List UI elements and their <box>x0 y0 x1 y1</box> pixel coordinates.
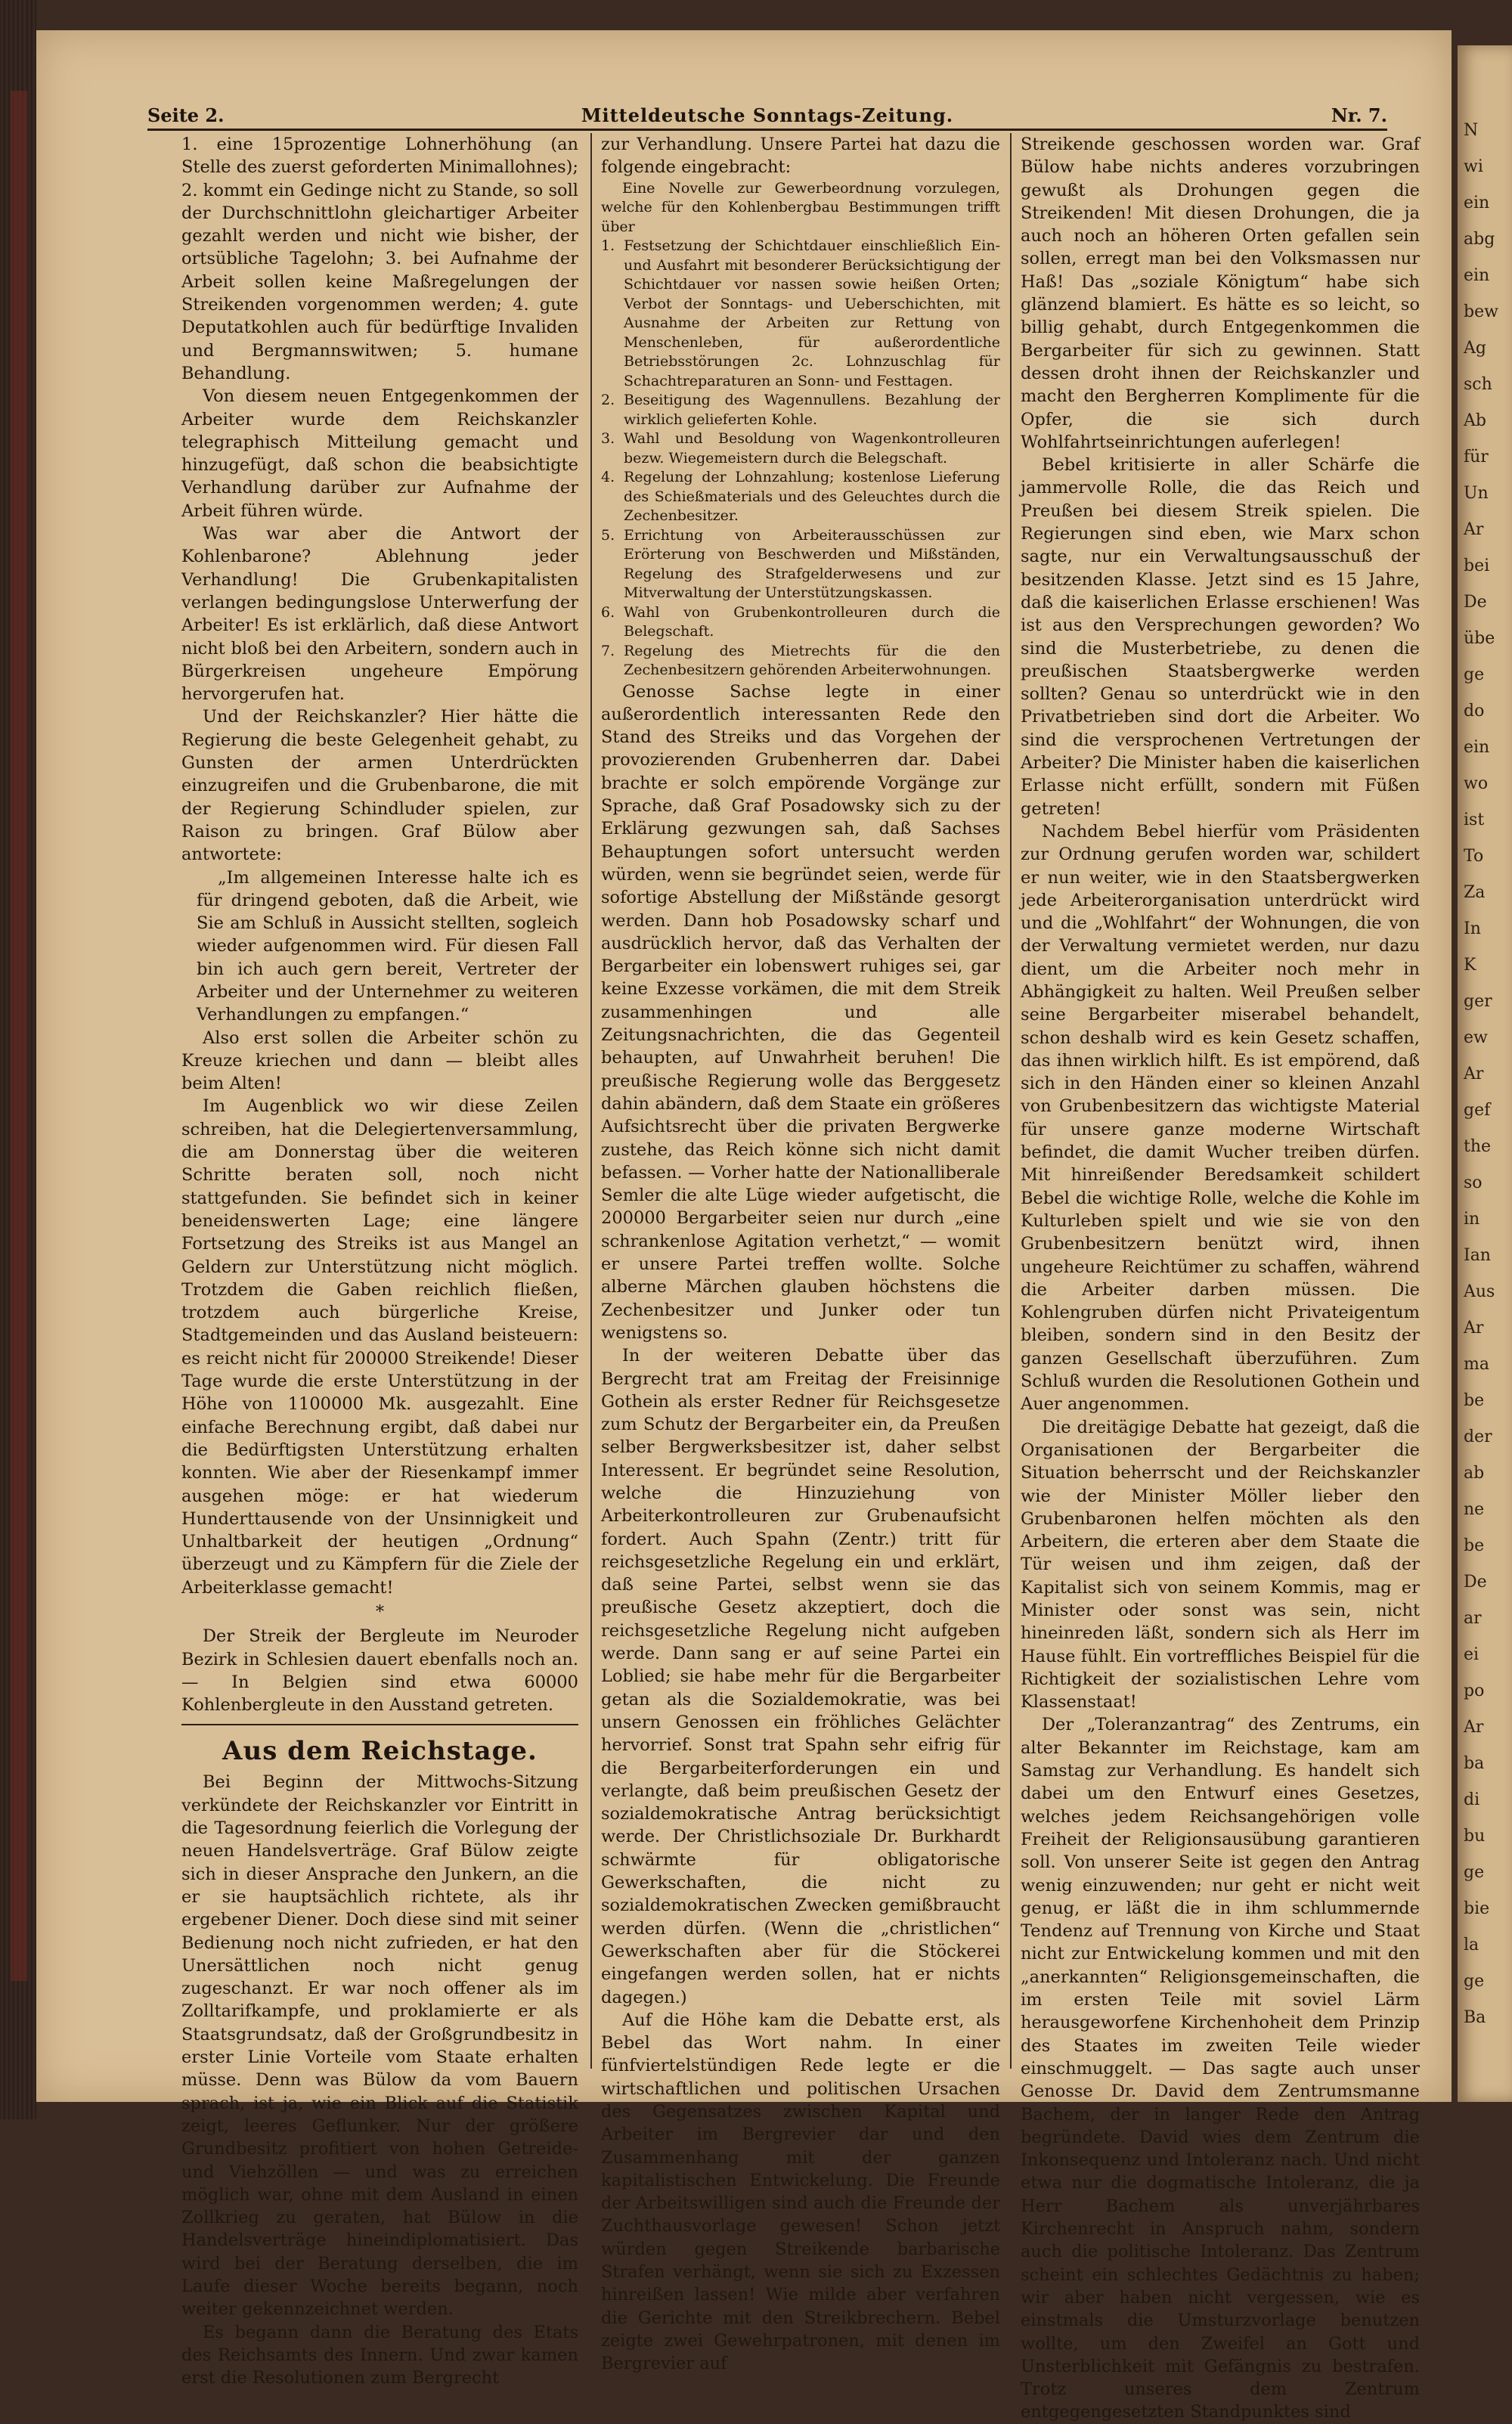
binding-cloth <box>11 91 27 1981</box>
next-page-fragment: ba <box>1464 1754 1485 1773</box>
next-page-fragment: la <box>1464 1936 1479 1954</box>
paragraph: Der Streik der Bergleute im Neuroder Bezirk in Schlesien dauert ebenfalls noch an. — In Belgien sind etwa 60000 Kohlenbergleute in den Ausstand getreten. <box>181 1626 578 1716</box>
column-divider <box>590 133 592 2069</box>
next-page-fragment: für <box>1464 448 1489 467</box>
next-page-fragment: ge <box>1464 665 1485 684</box>
section-heading: Aus dem Reichstage. <box>222 1736 538 1767</box>
issue-number: Nr. 7. <box>1331 104 1387 126</box>
next-page-fragment: ge <box>1464 1972 1485 1991</box>
next-page-fragment: der <box>1464 1427 1492 1446</box>
list-text: Errichtung von Arbeiterausschüssen zur Erörterung von Beschwerden und Mißständen, Regelung des Strafgelderwesens und zur Mitverwaltung der Unterstützungskassen. <box>624 526 1000 602</box>
paragraph: Die dreitägige Debatte hat gezeigt, daß die Organisationen der Bergarbeiter die Situation beherrscht und der Reichskanzler wie der Minister Möller lieber den Grubenbaronen helfen möchten als den Arbeitern, die erteren aber dem Staate die Tür weisen und ihm zeigen, daß der Kapitalist sich von seinem Kommis, mag er Minister oder sonst was sein, nicht hineinreden läßt, sondern sich als Herr im Hause fühlt. Ein vortreffliches Beispiel für die Richtigkeit der sozialistischen Lehre vom Klassenstaat! <box>1021 1417 1420 1713</box>
newspaper-title: Mitteldeutsche Sonntags-Zeitung. <box>581 104 954 126</box>
paragraph: Es begann dann die Beratung des Etats des Reichsamts des Innern. Und zwar kamen erst die Resolutionen zum Bergrecht <box>181 2322 578 2388</box>
next-page-fragment: the <box>1464 1137 1492 1156</box>
list-text: Wahl von Grubenkontrolleuren durch die Belegschaft. <box>624 603 1000 640</box>
next-page-fragment: ist <box>1464 811 1485 829</box>
section-star: * <box>375 1602 385 1622</box>
paragraph: Was war aber die Antwort der Kohlenbarone? Ablehnung jeder Verhandlung! Die Grubenkapitalisten verlangen bedingungslose Unterwerfung der Arbeiter! Es ist erklärlich, daß diese Antwort nicht bloß bei den Arbeitern, sondern auch in Bürgerkreisen ungeheure Empörung hervorgerufen hat. <box>181 524 578 705</box>
list-item <box>601 468 1000 526</box>
section-rule <box>181 1724 578 1725</box>
resolution-text <box>601 179 1000 680</box>
next-page-fragment: Ar <box>1464 1065 1484 1083</box>
next-page-fragment: do <box>1464 702 1485 721</box>
list-text: Regelung des Mietrechts für die den Zechenbesitzern gehörenden Arbeiterwohnungen. <box>624 642 1000 679</box>
list-item <box>601 642 1000 680</box>
quotation: „Im allgemeinen Interesse halte ich es für dringend geboten, daß die Arbeit, wie Sie am Schluß in Aussicht stellten, sogleich wieder aufgenommen wird. Für diesen Fall bin ich auch gern bereit, Vertreter der Arbeiter und der Unternehmer zu weiteren Verhandlungen zu empfangen.“ <box>197 867 578 1025</box>
next-page-fragment: wi <box>1464 157 1483 176</box>
paragraph: zur Verhandlung. Unsere Partei hat dazu die folgende eingebracht: <box>601 135 1000 178</box>
column-divider <box>1010 133 1012 2069</box>
next-page-fragment: gef <box>1464 1101 1491 1120</box>
list-number: 5. <box>601 526 615 544</box>
next-page-fragment: sch <box>1464 375 1492 394</box>
list-number: 4. <box>601 469 615 486</box>
paragraph: Streikende geschossen worden war. Graf Bülow habe nichts anderes vorzubringen gewußt als Drohungen gegen die Streikenden! Mit diesen Drohungen, die ja auch noch an höheren Orten gefallen sein sollen, erregt man bei den Volksmassen nur Haß! Das „soziale Königtum“ habe sich glänzend blamiert. Es hätte es so leicht, so billig gehabt, durch Entgegenkommen die Bergarbeiter für sich zu gewinnen. Statt dessen droht ihnen der Reichskanzler und macht den Bergherren Komplimente für die Opfer, die sie sich durch Wohlfahrtseinrichtungen auferlegen! <box>1021 135 1420 452</box>
next-page-fragment: di <box>1464 1790 1480 1809</box>
next-page-fragment: übe <box>1464 629 1495 648</box>
next-page-fragment: Ar <box>1464 1319 1484 1338</box>
paragraph: Bebel kritisierte in aller Schärfe die jammervolle Rolle, die das Reich und Preußen bei diesem Streik spielen. Die Regierungen sind eben, wie Marx schon sagte, nur ein Verwaltungsausschuß der besitzenden Klasse. Jetzt sind es 15 Jahre, daß die kaiserlichen Erlasse erschienen! Was ist aus den Versprechungen geworden? Wo sind die Musterbetriebe, zu denen die preußischen Staatsbergwerke werden sollten? Genau so unterdrückt wie in den Privatbetrieben sind dort die Arbeiter. Wo sind die versprochenen Vertretungen der Arbeiter? Die Minister haben die kaiserlichen Erlasse nicht erfüllt, sondern mit Füßen getreten! <box>1021 455 1420 819</box>
next-page-fragment: De <box>1464 593 1487 612</box>
list-item <box>601 603 1000 642</box>
list-text: Wahl und Besoldung von Wagenkontrolleuren bezw. Wiegemeistern durch die Belegschaft. <box>624 430 1000 467</box>
next-page-fragment: Ab <box>1464 411 1486 430</box>
list-number: 1. <box>601 237 615 255</box>
paragraph: Also erst sollen die Arbeiter schön zu Kreuze kriechen und dann — bleibt alles beim Alten! <box>181 1028 578 1094</box>
list-number: 3. <box>601 430 615 448</box>
list-item <box>601 526 1000 603</box>
list-text: Festsetzung der Schichtdauer einschließlich Ein- und Ausfahrt mit besonderer Berücksichtigung der Schichtdauer vor nassen sowie heißen Orten; Verbot der Sonntags- und Ueberschichten, mit Ausnahme der Arbeiten zur Rettung von Menschenleben, für außerordentliche Betriebsstörungen 2c. Lohnzuschlag für Schachtreparaturen an Sonn- und Festtagen. <box>624 237 1000 389</box>
list-text: Beseitigung des Wagennullens. Bezahlung der wirklich gelieferten Kohle. <box>624 392 1000 428</box>
next-page-fragment: be <box>1464 1391 1485 1410</box>
list-item <box>601 429 1000 468</box>
paragraph: Genosse Sachse legte in einer außerordentlich interessanten Rede den Stand des Streiks und das Vorgehen der provozierenden Grubenherren dar. Dabei brachte er solch empörende Vorgänge zur Sprache, daß Graf Posadowsky sich zu der Erklärung gezwungen sah, daß Sachses Behauptungen sofort untersucht werden würden, wenn sie begründet seien, werde für sofortige Abstellung der Mißstände gesorgt werden. Dann hob Posadowsky scharf und ausdrücklich hervor, daß das Verhalten der Bergarbeiter ein lobenswert ruhiges sei, gar keine Exzesse vorkämen, die mit dem Streik zusammenhingen und alle Zeitungsnachrichten, die das Gegenteil behaupten, auf Unwahrheit beruhen! Die preußische Regierung wolle das Berggesetz dahin abändern, daß dem Staate ein größeres Aufsichtsrecht über die privaten Bergwerke zustehe, das Reich könne sich nicht damit befassen. — Vorher hatte der Nationalliberale Semler die alte Lüge wieder aufgetischt, die 200000 Bergarbeiter seien nur durch „eine schrankenlose Agitation verhetzt,“ — womit er unsere Partei treffen wollte. Solche alberne Märchen glauben höchstens die Zechenbesitzer und Junker oder tun wenigstens so. <box>601 681 1000 1343</box>
next-page-fragment: ne <box>1464 1500 1485 1519</box>
next-page-fragment: ar <box>1464 1609 1482 1628</box>
next-page-fragment: so <box>1464 1173 1483 1192</box>
paragraph: Bei Beginn der Mittwochs-Sitzung verkündete der Reichskanzler vor Eintritt in die Tagesordnung feierlich die Vorlegung der neuen Handelsverträge. Graf Bülow zeigte sich in dieser Ansprache den Junkern, an die er sie hauptsächlich richtete, als ihr ergebener Diener. Doch diese sind mit seiner Bedienung noch nicht zufrieden, er hat den Unersättlichen noch nicht genug zugeschanzt. Er war noch offener als im Zolltarifkampfe, und proklamierte er als Staatsgrundsatz, daß der Großgrundbesitz in erster Linie Vorteile vom Staate erhalten müsse. Denn was Bülow da vom Bauern sprach, ist ja, wie ein Blick auf die Statistik zeigt, leeres Geflunker. Nur der größere Grundbesitz profitiert von hohen Getreide- und Viehzöllen — und was zu erreichen möglich war, ohne mit dem Ausland in einen Zollkrieg zu geraten, hat Bülow in die Handelsverträge hineindiplomatisiert. Das wird bei der Beratung derselben, die im Laufe dieser Woche bereits begann, noch weiter gekennzeichnet werden. <box>181 1772 578 2320</box>
paragraph: Auf die Höhe kam die Debatte erst, als Bebel das Wort nahm. In einer fünfviertelstündigen Rede legte er die wirtschaftlichen und politischen Ursachen des Gegensatzes zwischen Kapital und Arbeiter im Bergrevier dar und den Zusammenhang mit der ganzen kapitalistischen Entwickelung. Die Freunde der Arbeitswilligen sind auch die Freunde der Zuchthausvorlage gewesen! Schon jetzt würden gegen Streikende barbarische Strafen verhängt, wenn sie sich zu Exzessen hinreißen lassen! Wie milde aber verfahren die Gerichte mit den Streikbrechern. Bebel zeigte zwei Gewehrpatronen, mit denen im Bergrevier auf <box>601 2010 1000 2374</box>
next-page-fragment: ew <box>1464 1028 1488 1047</box>
next-page-fragment: To <box>1464 847 1484 866</box>
next-page-fragment: bei <box>1464 556 1490 575</box>
paragraph: Der „Toleranzantrag“ des Zentrums, ein alter Bekannter im Reichstage, kam am Samstag zur Verhandlung. Es handelt sich dabei um den Entwurf eines Gesetzes, welches jedem Reichsangehörigen volle Freiheit der Religionsausübung garantieren soll. Von unserer Seite ist gegen den Antrag wenig einzuwenden; nur geht er nicht weit genug, er läßt die in ihm schlummernde Tendenz auf Trennung von Kirche und Staat nicht zur Entwickelung kommen und mit den „anerkannten“ Religionsgemeinschaften, die im ersten Teile mit soviel Lärm herausgeworfene Kirchenhoheit dem Prinzip des Staates im zweiten Teile wieder einschmuggelt. — Das sagte auch unser Genosse Dr. David dem Zentrumsmanne Bachem, der in langer Rede den Antrag begründete. David wies dem Zentrum die Inkonsequenz und Intoleranz nach. Und nicht etwa nur die dogmatische Intoleranz, die ja Herr Bachem als unverjährbares Kirchenrecht in Anspruch nahm, sondern auch die politische Intoleranz. Das Zentrum scheint ein schlechtes Gedächtnis zu haben; wir aber haben nicht vergessen, wie es einstmals die Umsturzvorlage benutzen wollte, um den Zweifel an Gott und Unsterblichkeit mit Gefängnis zu bestrafen. Trotz unseres dem Zentrum entgegengesetzten Standpunktes sind <box>1021 1715 1420 2422</box>
next-page-fragment: Ar <box>1464 520 1484 539</box>
page-number: Seite 2. <box>147 104 225 126</box>
next-page-fragment: in <box>1464 1210 1480 1229</box>
next-page-fragment: abg <box>1464 230 1495 249</box>
next-page-fragment: K <box>1464 956 1476 975</box>
adjacent-page-edge <box>1458 45 1512 2102</box>
resolution-intro: Eine Novelle zur Gewerbeordnung vorzulegen, welche für den Kohlenbergbau Bestimmungen trifft über <box>601 179 1000 235</box>
list-text: Regelung der Lohnzahlung; kostenlose Lieferung des Schießmaterials und des Geleuchtes durch die Zechenbesitzer. <box>624 469 1000 525</box>
next-page-fragment: be <box>1464 1536 1485 1555</box>
next-page-fragment: ein <box>1464 194 1490 212</box>
header-rule <box>147 129 1387 131</box>
next-page-fragment: bu <box>1464 1827 1486 1846</box>
list-number: 6. <box>601 603 615 621</box>
next-page-fragment: Ag <box>1464 339 1486 358</box>
next-page-fragment: Ba <box>1464 2008 1486 2027</box>
column-1 <box>181 133 578 2388</box>
next-page-fragment: N <box>1464 121 1479 140</box>
next-page-fragment: Ian <box>1464 1246 1491 1265</box>
next-page-fragment: ger <box>1464 992 1492 1011</box>
next-page-fragment: wo <box>1464 774 1489 793</box>
paragraph: Nachdem Bebel hierfür vom Präsidenten zur Ordnung gerufen worden war, schildert er nun weiter, wie in den Staatsbergwerken jede Arbeiterorganisation unterdrückt wird und die „Wohlfahrt“ der Wohnungen, die von der Verwaltung vermietet werden, nur dazu dient, um die Arbeiter noch mehr in Abhängigkeit zu halten. Weil Preußen selber seine Bergarbeiter miserabel behandelt, schon deshalb wird es kein Gesetz schaffen, das ihnen wirklich hilft. Es ist empörend, daß sich in den Händen einer so kleinen Anzahl von Grubenbesitzern das wichtigste Material für unsere ganze moderne Wirtschaft befindet, die damit Wucher treiben dürfen. Mit hinreißender Beredsamkeit schildert Bebel die wichtige Rolle, welche die Kohle im Kulturleben spielt und wie sie von den Grubenbesitzern benützt wird, ihnen ungeheure Reichtümer zu schaffen, während die Arbeiter darben müssen. Die Kohlengruben dürfen nicht Privateigentum bleiben, sondern sind in den Besitz der ganzen Gesellschaft überzuführen. Zum Schluß wurden die Resolutionen Gothein und Auer angenommen. <box>1021 821 1420 1415</box>
next-page-fragment: bie <box>1464 1899 1490 1918</box>
paragraph: 1. eine 15prozentige Lohnerhöhung (an Stelle des zuerst geforderten Minimallohnes); 2. kommt ein Gedinge nicht zu Stande, so soll der Durchschnittlohn gleichartiger Arbeiter gezahlt werden und nicht wie bisher, der ortsübliche Tagelohn; 3. bei Aufnahme der Arbeit sollen keine Maßregelungen der Streikenden vorgenommen werden; 4. gute Deputatkohlen auch für bedürftige Invaliden und Bergmannswitwen; 5. humane Behandlung. <box>181 135 578 383</box>
next-page-fragment: Za <box>1464 883 1486 902</box>
paragraph: Und der Reichskanzler? Hier hätte die Regierung die beste Gelegenheit gehabt, zu Gunsten der armen Unterdrückten einzugreifen und die Grubenbarone, die mit der Regierung Schindluder spielen, zur Raison zu bringen. Graf Bülow aber antwortete: <box>181 707 578 865</box>
next-page-fragment: ge <box>1464 1863 1485 1882</box>
list-number: 2. <box>601 392 615 409</box>
list-item <box>601 391 1000 429</box>
next-page-fragment: ab <box>1464 1464 1485 1483</box>
next-page-fragment: ein <box>1464 266 1490 285</box>
paragraph: In der weiteren Debatte über das Bergrecht trat am Freitag der Freisinnige Gothein als erster Redner für Reichsgesetze zum Schutz der Bergarbeiter ein, da Preußen selber Bergwerksbesitzer ist, daher selbst Interessent. Er begründet seine Resolution, welche die Hinzuziehung von Arbeiterkontrolleuren zur Grubenaufsicht fordert. Auch Spahn (Zentr.) tritt für reichsgesetzliche Regelung ein und erklärt, daß seine Partei, selbst wenn sie das preußische Gesetz akzeptiert, doch die reichsgesetzliche Regelung nicht aufgeben werde. Dann sang er auf seine Partei ein Loblied; sie habe mehr für die Bergarbeiter getan als die Sozialdemokratie, was bei unsern Genossen ein fröhliches Gelächter hervorrief. Sonst trat Spahn sehr eifrig für die Bergarbeiterforderungen ein und verlangte, daß beim preußischen Gesetz der sozialdemokratische Antrag berücksichtigt werde. Der Christlichsoziale Dr. Burkhardt schwärmte für obligatorische Gewerkschaften, die nicht zu sozialdemokratischen Zwecken gemißbraucht werden dürfen. (Wenn die „christlichen“ Gewerkschaften aber für die Stöckerei eingefangen werden sollen, hat er nichts dagegen.) <box>601 1346 1000 2007</box>
next-page-fragment: De <box>1464 1573 1487 1592</box>
paragraph: Von diesem neuen Entgegenkommen der Arbeiter wurde dem Reichskanzler telegraphisch Mitteilung gemacht und hinzugefügt, daß schon die beabsichtigte Verhandlung darüber zur Aufnahme der Arbeit führen würde. <box>181 386 578 521</box>
next-page-fragment: ein <box>1464 738 1490 757</box>
next-page-fragment: Aus <box>1464 1282 1495 1301</box>
resolution-list <box>601 237 1000 680</box>
next-page-fragment: ei <box>1464 1645 1479 1664</box>
column-2 <box>601 133 1000 2374</box>
list-number: 7. <box>601 642 615 659</box>
next-page-fragment: bew <box>1464 302 1498 321</box>
next-page-fragment: po <box>1464 1682 1485 1700</box>
list-item <box>601 237 1000 391</box>
next-page-fragment: Un <box>1464 484 1489 503</box>
next-page-fragment: ma <box>1464 1355 1489 1374</box>
paragraph: Im Augenblick wo wir diese Zeilen schreiben, hat die Delegiertenversammlung, die am Donnerstag über die weiteren Schritte beraten soll, noch nicht stattgefunden. Sie befindet sich in keiner beneidenswerten Lage; eine längere Fortsetzung des Streiks ist aus Mangel an Geldern zur Unterstützung nicht möglich. Trotzdem die Gaben reichlich fließen, trotzdem auch bürgerliche Kreise, Stadtgemeinden und das Ausland beisteuern: es reicht nicht für 200000 Streikende! Dieser Tage wurde die erste Unterstützung in der Höhe von 1100000 Mk. ausgezahlt. Eine einfache Berechnung ergibt, daß dabei nur die Bedürftigsten Unterstützung erhalten konnten. Wie aber der Riesenkampf immer ausgehen möge: er hat wiederum Hunderttausende von der Unsinnigkeit und Unhaltbarkeit der heutigen „Ordnung“ überzeugt und zu Kämpfern für die Ziele der Arbeiterklasse gemacht! <box>181 1096 578 1598</box>
next-page-fragment: In <box>1464 919 1481 938</box>
column-3 <box>1021 133 1420 2422</box>
next-page-fragment: Ar <box>1464 1718 1484 1737</box>
